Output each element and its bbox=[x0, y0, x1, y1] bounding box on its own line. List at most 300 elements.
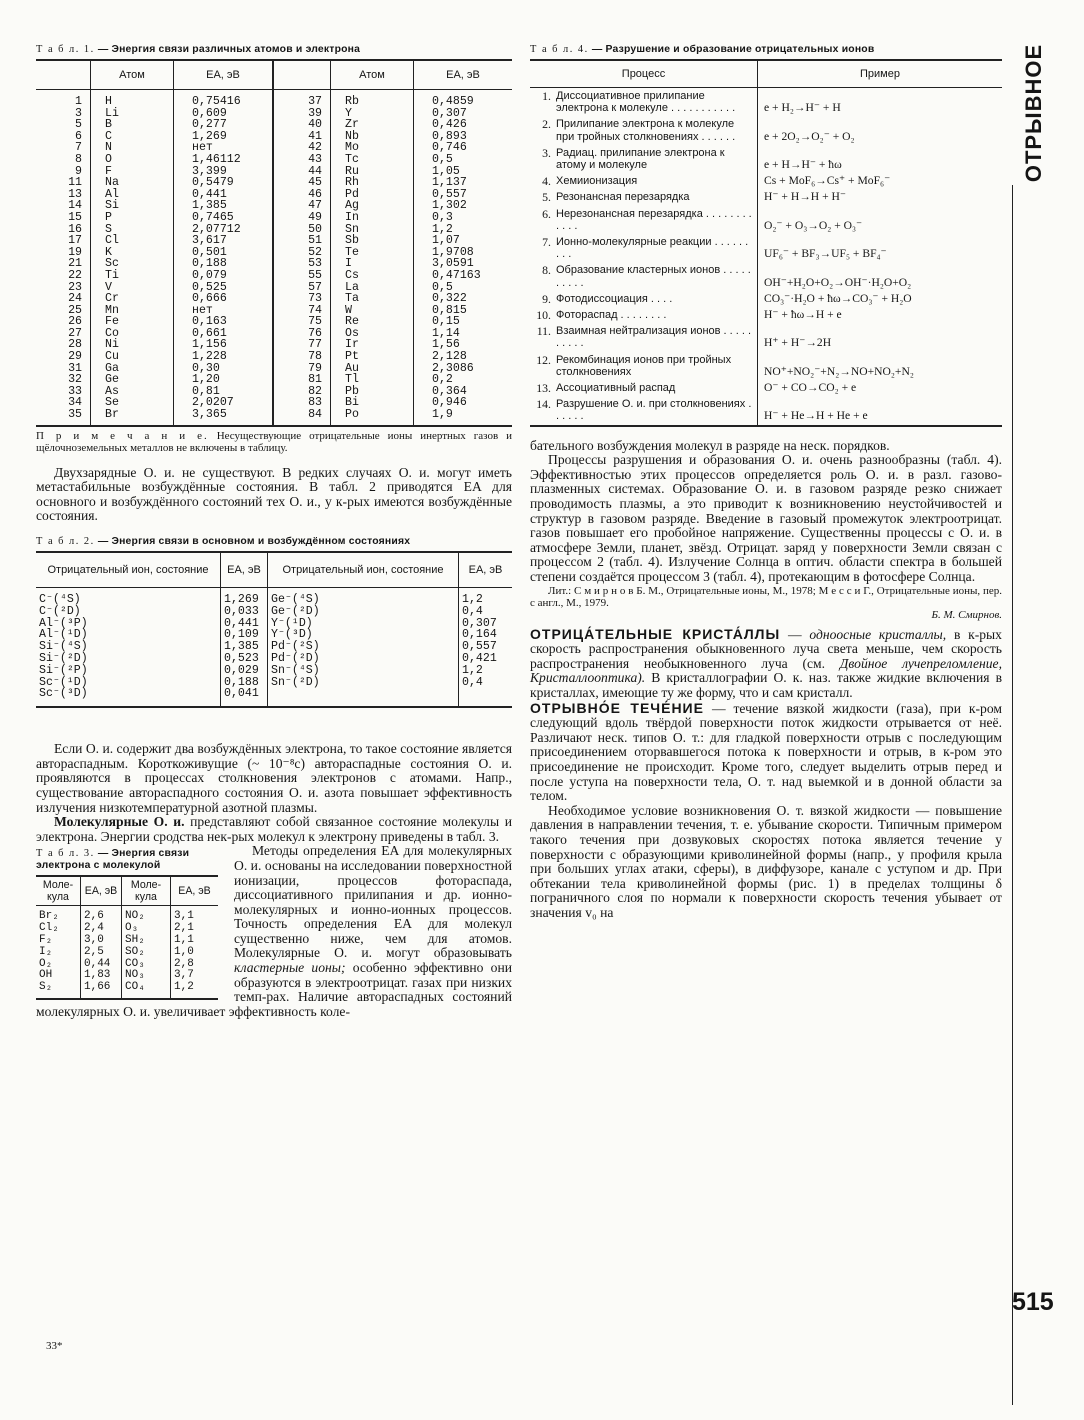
electron-affinity: 0,4859 bbox=[414, 90, 513, 108]
table4-row bbox=[530, 189, 1002, 205]
element-symbol: K bbox=[91, 247, 174, 259]
electron-affinity: 0,307 bbox=[459, 618, 513, 630]
paragraph-flow-condition: Необходимое условие возникновения О. т. вязкой жидкости — повышение давления в направлении течения, т. е. убывание скорости. Типичным примером такого течения при дозвуковых скоростях потока является течение у поверхности с образующими криволинейной формы (напр., у профиля крыла при больших углах атаки, сферы), в диффузоре, канале с уступом и др. При обтекании тела криволинейной формы (рис. 1) в пределах толщины δ пограничного слоя по нормали к поверхности скорость течения убывает от значения v₀ на bbox=[530, 802, 1002, 920]
element-symbol: Cl bbox=[91, 235, 174, 247]
electron-affinity: 0,609 bbox=[174, 108, 274, 120]
process-number: 1. bbox=[542, 89, 551, 103]
table1-caption: Т а б л. 1. — Энергия связи различных атомов и электрона bbox=[36, 44, 361, 55]
electron-affinity: 1,07 bbox=[414, 235, 513, 247]
table3-row bbox=[36, 982, 218, 999]
element-symbol: I bbox=[331, 258, 414, 270]
atomic-number: 79 bbox=[273, 363, 331, 375]
element-symbol: Br bbox=[91, 409, 174, 426]
process-name: Радиац. прилипание электрона к атому и молекуле bbox=[556, 146, 725, 172]
ion-state: Si⁻(²P) bbox=[39, 663, 88, 677]
atomic-number: 78 bbox=[273, 351, 331, 363]
electron-affinity: 0,079 bbox=[174, 270, 274, 282]
ion-state bbox=[268, 688, 459, 707]
electron-affinity: 3,0591 bbox=[414, 258, 513, 270]
process-number: 11. bbox=[536, 324, 551, 339]
element-symbol: Cu bbox=[91, 351, 174, 363]
electron-affinity: 0,946 bbox=[414, 397, 513, 409]
element-symbol: Ru bbox=[331, 166, 414, 178]
electron-affinity: 0,7465 bbox=[174, 212, 274, 224]
table1-row bbox=[36, 235, 512, 247]
table4-row bbox=[530, 307, 1002, 323]
table4-row bbox=[530, 291, 1002, 307]
paragraph-molecular-ions: Молекулярные О. и. представляют собой связанное состояние молекулы и электрона. Энергии сродства нек-рых молекул к электрону приведены в табл. 3. bbox=[36, 814, 512, 844]
molecule: S₂ bbox=[39, 981, 53, 994]
electron-affinity: 2,07712 bbox=[174, 224, 274, 236]
process-name: Нерезонансная перезарядка . . . . . . . . . . . . bbox=[556, 207, 752, 232]
element-symbol: Sn bbox=[331, 224, 414, 236]
electron-affinity: 1,05 bbox=[414, 166, 513, 178]
electron-affinity: 0,47163 bbox=[414, 270, 513, 282]
electron-affinity: 0,557 bbox=[414, 189, 513, 201]
electron-affinity: 0,3 bbox=[414, 212, 513, 224]
atomic-number: 24 bbox=[68, 292, 82, 306]
table2-row bbox=[36, 588, 512, 606]
atomic-number: 5 bbox=[75, 118, 82, 132]
process-name: Прилипание электрона к молекуле при тройных столкновениях . . . . . . bbox=[556, 118, 736, 143]
atomic-number: 9 bbox=[75, 164, 82, 178]
entry-separated-flow: ОТРЫВНО́Е ТЕЧЕ́НИЕ — течение вязкой жидкости (газа), при к-ром следующий вдоль твёрдой поверхности поток жидкости отрывается от неё. Различают неск. типов О. т.: для гладкой поверхности отрыв с последующим присоединением оторвавшегося потока к поверхности и отрыв, в к-ром это присоединение не происходит. Кроме того, следует выделить отрыв перед и после уступа на поверхности тела, О. т. над выемкой и в донной области за телом. bbox=[530, 699, 1002, 804]
ion-state: C⁻(²D) bbox=[39, 604, 81, 618]
element-symbol: La bbox=[331, 282, 414, 294]
electron-affinity bbox=[459, 688, 513, 707]
electron-affinity: 0,15 bbox=[414, 316, 513, 328]
electron-affinity: 0,307 bbox=[414, 108, 513, 120]
table4-row bbox=[530, 396, 1002, 425]
ion-state: Pd⁻(²S) bbox=[268, 641, 459, 653]
atomic-number: 75 bbox=[273, 316, 331, 328]
molecule: OH bbox=[39, 969, 53, 982]
element-symbol: N bbox=[91, 142, 174, 154]
page-number: 515 bbox=[1012, 1288, 1054, 1316]
table4-row bbox=[530, 145, 1002, 173]
process-number: 7. bbox=[542, 235, 551, 250]
electron-affinity: 2,8 bbox=[171, 959, 219, 971]
ion-state: Si⁻(⁴S) bbox=[39, 640, 88, 654]
process-name: Резонансная перезарядка bbox=[556, 191, 690, 204]
process-number: 6. bbox=[542, 206, 551, 221]
element-symbol: S bbox=[91, 224, 174, 236]
element-symbol: Fe bbox=[91, 316, 174, 328]
atomic-number: 83 bbox=[273, 397, 331, 409]
electron-affinity: 0,815 bbox=[414, 305, 513, 317]
literature-references: Лит.: С м и р н о в Б. М., Отрицательные ионы, М., 1978; М е с с и Г., Отрицательные ионы, пер. с англ., М., 1979. bbox=[530, 584, 1002, 609]
process-example: H⁺ + H⁻→2H bbox=[758, 323, 1003, 351]
element-symbol: Sb bbox=[331, 235, 414, 247]
table3-row bbox=[36, 906, 218, 923]
element-symbol: Ir bbox=[331, 339, 414, 351]
ion-state: Sn⁻(²D) bbox=[268, 677, 459, 689]
table2-row bbox=[36, 688, 512, 707]
element-symbol: F bbox=[91, 166, 174, 178]
electron-affinity: 1,2 bbox=[414, 224, 513, 236]
element-symbol: Sc bbox=[91, 258, 174, 270]
atomic-number: 15 bbox=[68, 210, 82, 224]
process-example: H⁻ + He→H + He + e bbox=[758, 396, 1003, 425]
electron-affinity: 0,041 bbox=[221, 688, 268, 707]
atomic-number: 44 bbox=[273, 166, 331, 178]
table3: Моле-кула EA, эВ Моле-кула EA, эВ Br₂ 2,6 NO₂ 3,1 Cl₂ 2,4 O₃ 2,1 F₂ 3,0 SH₂ 1,1 I₂ 2,5 SO₂ 1,0 O₂ 0,44 CO₃ 2,8 OH 1,83 NO₃ 3,7 S₂ 1,66 CO₄ 1,2 bbox=[36, 875, 218, 1000]
molecule: O₃ bbox=[122, 923, 171, 935]
atomic-number: 53 bbox=[273, 258, 331, 270]
atomic-number: 26 bbox=[68, 315, 82, 329]
electron-affinity: 1,2 bbox=[459, 588, 513, 606]
table2-body bbox=[36, 588, 512, 708]
electron-affinity: нет bbox=[174, 142, 274, 154]
element-symbol: Ti bbox=[91, 270, 174, 282]
table1-row bbox=[36, 293, 512, 305]
electron-affinity: 2,3086 bbox=[414, 363, 513, 375]
electron-affinity: 1,9 bbox=[414, 409, 513, 426]
electron-affinity: 0,557 bbox=[459, 641, 513, 653]
atomic-number: 73 bbox=[273, 293, 331, 305]
ion-state: Sc⁻(³D) bbox=[39, 687, 88, 701]
molecule: CO₃ bbox=[122, 959, 171, 971]
table4-row bbox=[530, 173, 1002, 189]
element-symbol: Au bbox=[331, 363, 414, 375]
element-symbol: P bbox=[91, 212, 174, 224]
electron-affinity: 0,364 bbox=[414, 386, 513, 398]
ion-state: Sc⁻(¹D) bbox=[39, 675, 88, 689]
element-symbol: W bbox=[331, 305, 414, 317]
molecule: Cl₂ bbox=[39, 922, 59, 935]
electron-affinity: 0,4 bbox=[459, 677, 513, 689]
ion-state: Pd⁻(²D) bbox=[268, 653, 459, 665]
element-symbol: Rb bbox=[331, 90, 414, 108]
table4-row bbox=[530, 262, 1002, 290]
table1-note: П р и м е ч а н и е. Несуществующие отрицательные ионы инертных газов и щёлочноземельных металлов не включены в таблицу. bbox=[36, 429, 512, 454]
element-symbol: Rh bbox=[331, 177, 414, 189]
element-symbol: Na bbox=[91, 177, 174, 189]
process-number: 12. bbox=[536, 352, 551, 367]
electron-affinity: 1,83 bbox=[81, 970, 122, 982]
electron-affinity: 0,666 bbox=[174, 293, 274, 305]
atomic-number: 33 bbox=[68, 384, 82, 398]
electron-affinity: 3,399 bbox=[174, 166, 274, 178]
atomic-number: 55 bbox=[273, 270, 331, 282]
ion-state: C⁻(⁴S) bbox=[39, 593, 81, 606]
atomic-number: 51 bbox=[273, 235, 331, 247]
process-name: Рекомбинация ионов при тройных столкновениях bbox=[556, 353, 732, 378]
electron-affinity: 0,188 bbox=[174, 258, 274, 270]
process-name: Хемиионизация bbox=[556, 175, 638, 188]
process-number: 8. bbox=[542, 263, 551, 278]
atomic-number: 84 bbox=[273, 409, 331, 426]
process-example: e + 2O₂→O₂⁻ + O₂ bbox=[758, 116, 1003, 144]
atomic-number: 22 bbox=[68, 268, 82, 282]
process-example: e + H→H⁻ + ħω bbox=[758, 145, 1003, 173]
electron-affinity: 0,5 bbox=[414, 282, 513, 294]
table3-row bbox=[36, 947, 218, 959]
element-symbol: Y bbox=[331, 108, 414, 120]
atomic-number: 32 bbox=[68, 373, 82, 387]
atomic-number: 16 bbox=[68, 222, 82, 236]
atomic-number: 41 bbox=[273, 131, 331, 143]
atomic-number: 28 bbox=[68, 338, 82, 352]
electron-affinity: 1,20 bbox=[174, 374, 274, 386]
ion-state: Y⁻(¹D) bbox=[268, 618, 459, 630]
ion-state: Y⁻(³D) bbox=[268, 629, 459, 641]
process-name: Фотораспад . . . . . . . . bbox=[556, 309, 667, 322]
atomic-number: 19 bbox=[68, 245, 82, 259]
molecule: NO₂ bbox=[122, 906, 171, 923]
element-symbol: Li bbox=[91, 108, 174, 120]
electron-affinity: 0,277 bbox=[174, 119, 274, 131]
paragraph-methods: Методы определения EA для молекулярных О. и. основаны на исследовании поверхностной ионизации, процессов фотораспада, диссоциативного прилипания и др. ионно-молекулярных и ионно-ионных процессов. Точность определения EA для молекул существенно ниже, чем для атомов. Молекулярные О. и. могут образовывать кластерные ионы; особенно эффективно они образуются в электроотрицат. газах при низких темп-рах. Наличие автораспадных состояний молекулярных О. и. увеличивает эффективность коле- bbox=[36, 843, 512, 1019]
atomic-number: 82 bbox=[273, 386, 331, 398]
table4: Процесс Пример 1. Диссоциативное прилипание электрона к молекуле . . . . . . . . . . . e + H₂→H⁻ + H 2. Прилипание электрона к молекуле при тройных столкновениях . . . . . . e + 2O₂→O₂⁻ + O₂ 3. Радиац. прилипание электрона к атому и молекуле e + H→H⁻ + ħω 4. Хемиионизация Cs + MoF₆→Cs⁺ + MoF₆⁻ 5. Резонансная перезарядка H⁻ + H→H + H⁻ 6. Нерезонансная перезарядка . . . . . . . . . . . . O₂⁻ + O₃→O₂ + O₃⁻ 7. Ионно-молекулярные реакции . . . . . . . . . UF₆⁻ + BF₃→UF₅ + BF₄⁻ 8. Образование кластерных ионов . . . . . . . . . . OH⁻+H₂O+O₂→OH⁻·H₂O+O₂ 9. Фотодиссоциация . . . . CO₃⁻·H₂O + ħω→CO₃⁻ + H₂O 10. Фотораспад . . . . . . . . H⁻ + ħω→H + e 11. Взаимная нейтрализация ионов . . . . . . . . . . H⁺ + H⁻→2H 12. Рекомбинация ионов при тройных столкновениях NO⁺+NO₂⁻+N₂→NO+NO₂+N₂ 13. Ассоциативный распад O⁻ + CO→CO₂ + e 14. Разрушение О. и. при столкновениях . . . . . . H⁻ + He→H + He + e bbox=[530, 59, 1002, 427]
electron-affinity: 0,441 bbox=[174, 189, 274, 201]
element-symbol: H bbox=[91, 90, 174, 108]
electron-affinity: 1,269 bbox=[221, 588, 268, 606]
process-number: 13. bbox=[536, 381, 551, 396]
electron-affinity: 1,302 bbox=[414, 200, 513, 212]
table4-row bbox=[530, 323, 1002, 351]
element-symbol: Pb bbox=[331, 386, 414, 398]
table4-caption: Т а б л. 4. — Разрушение и образование отрицательных ионов bbox=[530, 44, 875, 55]
table3-block bbox=[36, 848, 226, 1000]
table1-row bbox=[36, 177, 512, 189]
process-example: OH⁻+H₂O+O₂→OH⁻·H₂O+O₂ bbox=[758, 262, 1003, 290]
electron-affinity: 0,75416 bbox=[174, 90, 274, 108]
element-symbol: Nb bbox=[331, 131, 414, 143]
electron-affinity: 0,5 bbox=[414, 154, 513, 166]
electron-affinity: 0,322 bbox=[414, 293, 513, 305]
table2-row bbox=[36, 677, 512, 689]
ion-state: Ge⁻(⁴S) bbox=[268, 588, 459, 606]
process-number: 5. bbox=[542, 190, 551, 205]
table3-row bbox=[36, 935, 218, 947]
element-symbol: Cs bbox=[331, 270, 414, 282]
electron-affinity: 1,14 bbox=[414, 328, 513, 340]
electron-affinity: 1,2 bbox=[459, 665, 513, 677]
electron-affinity: 3,7 bbox=[171, 970, 219, 982]
molecule: Br₂ bbox=[39, 910, 59, 923]
process-example: UF₆⁻ + BF₃→UF₅ + BF₄⁻ bbox=[758, 234, 1003, 262]
electron-affinity: нет bbox=[174, 305, 274, 317]
process-example: Cs + MoF₆→Cs⁺ + MoF₆⁻ bbox=[758, 173, 1003, 189]
electron-affinity: 1,46112 bbox=[174, 154, 274, 166]
molecule: F₂ bbox=[39, 933, 53, 946]
element-symbol: Pt bbox=[331, 351, 414, 363]
atomic-number: 34 bbox=[68, 396, 82, 410]
table3-body bbox=[36, 906, 218, 999]
table1: Атом EA, эВ Атом EA, эВ 1 H 0,75416 37 Rb 0,4859 3 Li 0,609 39 Y 0,307 5 B 0,277 40 Zr 0,426 6 C 1,269 41 Nb 0,893 7 N нет 42 Mo 0,746 8 O 1,46112 43 Tc 0,5 9 F 3,399 44 Ru 1,05 11 Na 0,5479 45 Rh 1,137 13 Al 0,441 46 Pd 0,557 14 Si 1,385 47 Ag 1,302 15 P 0,7465 49 In 0,3 16 S 2,07712 50 Sn 1,2 17 Cl 3,617 51 Sb 1,07 19 K 0,501 52 Te 1,9708 21 Sc 0,188 53 I 3,0591 22 Ti 0,079 55 Cs 0,47163 23 V 0,525 57 La 0,5 24 Cr 0,666 73 Ta 0,322 25 Mn нет 74 W 0,815 26 Fe 0,163 75 Re 0,15 27 Co 0,661 76 Os 1,14 28 Ni 1,156 77 Ir 1,56 29 Cu 1,228 78 Pt 2,128 31 Ga 0,30 79 Au 2,3086 32 Ge 1,20 81 Tl 0,2 33 As 0,81 82 Pb 0,364 34 Se 2,0207 83 Bi 0,946 35 Br 3,365 84 Po 1,9 bbox=[36, 59, 512, 427]
element-symbol: Cr bbox=[91, 293, 174, 305]
element-symbol: Al bbox=[91, 189, 174, 201]
atomic-number: 81 bbox=[273, 374, 331, 386]
electron-affinity: 2,128 bbox=[414, 351, 513, 363]
ion-state: Ge⁻(²D) bbox=[268, 606, 459, 618]
process-name: Разрушение О. и. при столкновениях . . . . . . bbox=[556, 398, 752, 423]
molecule: SH₂ bbox=[122, 935, 171, 947]
side-label: ОТРЫВНОЕ bbox=[1021, 43, 1046, 183]
element-symbol: As bbox=[91, 386, 174, 398]
element-symbol: O bbox=[91, 154, 174, 166]
electron-affinity: 0,893 bbox=[414, 131, 513, 143]
atomic-number: 49 bbox=[273, 212, 331, 224]
atomic-number: 74 bbox=[273, 305, 331, 317]
electron-affinity: 2,6 bbox=[81, 906, 122, 923]
atomic-number: 47 bbox=[273, 200, 331, 212]
atomic-number: 43 bbox=[273, 154, 331, 166]
electron-affinity: 0,525 bbox=[174, 282, 274, 294]
table4-row bbox=[530, 352, 1002, 380]
element-symbol: In bbox=[331, 212, 414, 224]
atomic-number: 14 bbox=[68, 199, 82, 213]
entry-negative-crystals: ОТРИЦА́ТЕЛЬНЫЕ КРИСТА́ЛЛЫ — одноосные кристаллы, в к-рых скорость распространения обыкновенного луча света меньше, чем скорость распространения необыкновенного луча (см. Двойное лучепреломление, Кристаллооптика). В кристаллографии О. к. наз. также жидкие включения в кристаллах, имеющие ту же форму, что и сам кристалл. bbox=[530, 625, 1003, 700]
table4-row bbox=[530, 88, 1002, 117]
atomic-number: 76 bbox=[273, 328, 331, 340]
process-example: e + H₂→H⁻ + H bbox=[758, 88, 1003, 117]
atomic-number: 6 bbox=[75, 129, 82, 143]
margin-rule bbox=[1012, 185, 1013, 1405]
element-symbol: Mo bbox=[331, 142, 414, 154]
molecule: SO₂ bbox=[122, 947, 171, 959]
paragraph-doubly-charged: Двухзарядные О. и. не существуют. В редких случаях О. и. могут иметь метастабильные возбуждённые состояния. В табл. 2 приводятся EA для основного и возбуждённого состояний тех О. и., у к-рых имеются возбуждённые состояния. bbox=[36, 464, 512, 524]
process-example: NO⁺+NO₂⁻+N₂→NO+NO₂+N₂ bbox=[758, 352, 1003, 380]
electron-affinity: 3,1 bbox=[171, 906, 219, 923]
element-symbol: Re bbox=[331, 316, 414, 328]
atomic-number: 7 bbox=[75, 141, 82, 155]
process-example: O₂⁻ + O₃→O₂ + O₃⁻ bbox=[758, 206, 1003, 234]
element-symbol: Pd bbox=[331, 189, 414, 201]
atomic-number: 8 bbox=[75, 152, 82, 166]
table2: Отрицательный ион, состояние EA, эВ Отрицательный ион, состояние EA, эВ C⁻(⁴S) 1,269 Ge⁻(⁴S) 1,2 C⁻(²D) 0,033 Ge⁻(²D) 0,4 Al⁻(³P) 0,441 Y⁻(¹D) 0,307 Al⁻(¹D) 0,109 Y⁻(³D) 0,164 Si⁻(⁴S) 1,385 Pd⁻(²S) 0,557 Si⁻(²D) 0,523 Pd⁻(²D) 0,421 Si⁻(²P) 0,029 Sn⁻(⁴S) 1,2 Sc⁻(¹D) 0,188 Sn⁻(²D) 0,4 Sc⁻(³D) 0,041 bbox=[36, 551, 512, 708]
element-symbol: B bbox=[91, 119, 174, 131]
electron-affinity: 0,164 bbox=[459, 629, 513, 641]
element-symbol: Tl bbox=[331, 374, 414, 386]
electron-affinity: 1,156 bbox=[174, 339, 274, 351]
process-example: H⁻ + ħω→H + e bbox=[758, 307, 1003, 323]
atomic-number: 23 bbox=[68, 280, 82, 294]
table1-row bbox=[36, 351, 512, 363]
element-symbol: V bbox=[91, 282, 174, 294]
electron-affinity: 1,56 bbox=[414, 339, 513, 351]
atomic-number: 31 bbox=[68, 361, 82, 375]
atomic-number: 50 bbox=[273, 224, 331, 236]
element-symbol: Ga bbox=[91, 363, 174, 375]
electron-affinity: 1,228 bbox=[174, 351, 274, 363]
element-symbol: Mn bbox=[91, 305, 174, 317]
process-name: Взаимная нейтрализация ионов . . . . . . . . . . bbox=[556, 325, 752, 350]
ion-state: Al⁻(¹D) bbox=[39, 628, 88, 642]
element-symbol: Os bbox=[331, 328, 414, 340]
process-name: Ионно-молекулярные реакции . . . . . . . . . bbox=[556, 236, 749, 261]
atomic-number: 57 bbox=[273, 282, 331, 294]
process-number: 3. bbox=[542, 145, 551, 160]
paragraph-continuation: бательного возбуждения молекул в разряде на неск. порядков. bbox=[530, 437, 890, 453]
atomic-number: 29 bbox=[68, 350, 82, 364]
electron-affinity: 0,441 bbox=[221, 618, 268, 630]
table1-body bbox=[36, 90, 512, 426]
electron-affinity: 0,163 bbox=[174, 316, 274, 328]
process-number: 2. bbox=[542, 117, 551, 132]
process-name: Ассоциативный распад bbox=[556, 382, 676, 395]
process-name: Фотодиссоциация . . . . bbox=[556, 292, 673, 305]
molecule: CO₄ bbox=[122, 982, 171, 999]
table2-row bbox=[36, 653, 512, 665]
molecule: I₂ bbox=[39, 945, 53, 958]
element-symbol: Co bbox=[91, 328, 174, 340]
electron-affinity: 3,617 bbox=[174, 235, 274, 247]
electron-affinity: 1,9708 bbox=[414, 247, 513, 259]
paragraph-processes: Процессы разрушения и образования О. и. очень разнообразны (табл. 4). Эффективностью этих процессов определяется роль О. и. в разл. газово-плазменных системах. Образование О. и. в газовом разряде резко снижает проводимость плазмы, а это приводит к возникновению неустойчивостей и структур в газовом разряде. Введение в газовый промежуток электроотрицат. газов повышает его пробойное напряжение. Существенны процессы с О. и. в атмосфере Земли, планет, звёзд. Отрицат. заряд у поверхности Земли связан с процессом 2 (табл. 4). Излучение Солнца в оптич. области спектра в большей степени создаётся процессом 3 (табл. 4), протекающим в фотосфере Солнца. bbox=[530, 452, 1002, 585]
element-symbol: Po bbox=[331, 409, 414, 426]
table4-row bbox=[530, 380, 1002, 396]
electron-affinity: 0,426 bbox=[414, 119, 513, 131]
electron-affinity: 0,033 bbox=[221, 606, 268, 618]
process-example: O⁻ + CO→CO₂ + e bbox=[758, 380, 1003, 396]
left-column bbox=[36, 44, 512, 1019]
table3-caption: Т а б л. 3. — Энергия связи электрона с молекулой bbox=[36, 848, 190, 872]
process-name: Образование кластерных ионов . . . . . . . . . . bbox=[556, 264, 751, 289]
process-example: CO₃⁻·H₂O + ħω→CO₃⁻ + H₂O bbox=[758, 291, 1003, 307]
atomic-number: 11 bbox=[68, 176, 82, 190]
electron-affinity: 2,0207 bbox=[174, 397, 274, 409]
electron-affinity: 0,421 bbox=[459, 653, 513, 665]
paragraph-autoionizing: Если О. и. содержит два возбуждённых электрона, то такое состояние является автораспадным. Короткоживущие (~ 10⁻⁸с) автораспадные состояния О. и. проявляются в процессах столкновения электронов с атомами. Напр., существование автораспадного состояния О. и. азота повышает эффективность излучения низкотемпературной азотной плазмы. bbox=[36, 741, 512, 815]
table1-row bbox=[36, 90, 512, 108]
electron-affinity: 2,5 bbox=[81, 947, 122, 959]
table2-row bbox=[36, 665, 512, 677]
electron-affinity: 1,269 bbox=[174, 131, 274, 143]
molecule: O₂ bbox=[39, 957, 53, 970]
atomic-number: 77 bbox=[273, 339, 331, 351]
electron-affinity: 0,5479 bbox=[174, 177, 274, 189]
table1-row bbox=[36, 270, 512, 282]
electron-affinity: 2,1 bbox=[171, 923, 219, 935]
element-symbol: Zr bbox=[331, 119, 414, 131]
process-number: 10. bbox=[536, 308, 551, 323]
electron-affinity: 1,385 bbox=[221, 641, 268, 653]
element-symbol: Ta bbox=[331, 293, 414, 305]
electron-affinity: 0,661 bbox=[174, 328, 274, 340]
atomic-number: 40 bbox=[273, 119, 331, 131]
electron-affinity: 1,1 bbox=[171, 935, 219, 947]
element-symbol: Ni bbox=[91, 339, 174, 351]
electron-affinity: 0,746 bbox=[414, 142, 513, 154]
electron-affinity: 0,501 bbox=[174, 247, 274, 259]
table4-row bbox=[530, 206, 1002, 234]
table2-row bbox=[36, 606, 512, 618]
electron-affinity: 0,523 bbox=[221, 653, 268, 665]
atomic-number: 42 bbox=[273, 142, 331, 154]
molecule: NO₃ bbox=[122, 970, 171, 982]
element-symbol: Si bbox=[91, 200, 174, 212]
element-symbol: Se bbox=[91, 397, 174, 409]
process-name: Диссоциативное прилипание электрона к молекуле . . . . . . . . . . . bbox=[556, 90, 736, 115]
element-symbol: Bi bbox=[331, 397, 414, 409]
signature-mark: 33* bbox=[46, 1340, 63, 1352]
electron-affinity: 1,0 bbox=[171, 947, 219, 959]
table4-row bbox=[530, 116, 1002, 144]
table4-body bbox=[530, 88, 1002, 426]
atomic-number: 27 bbox=[68, 326, 82, 340]
electron-affinity: 0,188 bbox=[221, 677, 268, 689]
author-signature: Б. М. Смирнов. bbox=[931, 608, 1002, 621]
table1-row bbox=[36, 212, 512, 224]
element-symbol: Tc bbox=[331, 154, 414, 166]
electron-affinity: 0,30 bbox=[174, 363, 274, 375]
table4-row bbox=[530, 234, 1002, 262]
right-column bbox=[530, 44, 1002, 920]
electron-affinity: 1,66 bbox=[81, 982, 122, 999]
